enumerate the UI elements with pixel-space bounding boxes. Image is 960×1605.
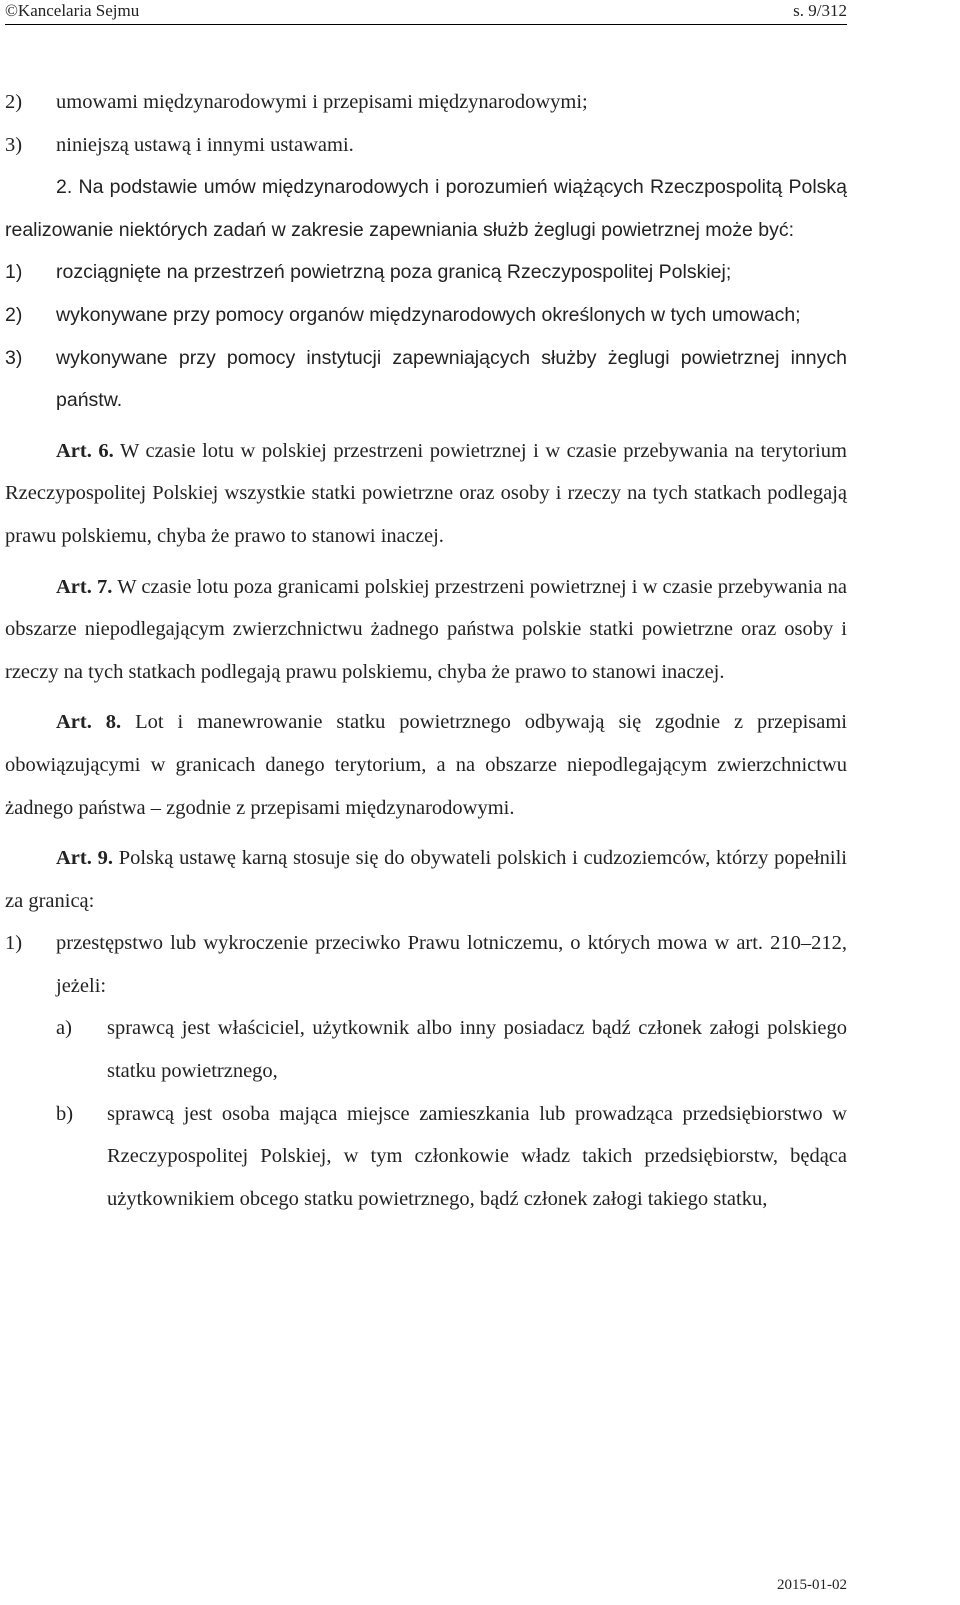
list-letter: a)	[56, 1017, 72, 1040]
article-paragraph	[5, 837, 847, 922]
list-text: rozciągnięte na przestrzeń powietrzną poza granicą Rzeczypospolitej Polskiej;	[56, 261, 732, 284]
header-copyright: ©Kancelaria Sejmu	[5, 1, 140, 20]
article-paragraph	[5, 430, 847, 558]
sub-list-item	[5, 1093, 847, 1221]
article-paragraph	[5, 566, 847, 694]
list-item	[5, 251, 847, 294]
list-item	[5, 337, 847, 422]
article-number: Art. 8.	[56, 711, 122, 734]
list-item	[5, 922, 847, 1007]
list-text: sprawcą jest osoba mająca miejsce zamieszkania lub prowadząca przedsiębiorstwo w Rzeczypospolitej Polskiej, w tym członkowie władz takich przedsiębiorstw, będąca użytkownikiem obcego statku powietrznego, bądź członek załogi takiego statku,	[107, 1102, 847, 1210]
list-text: przestępstwo lub wykroczenie przeciwko Prawu lotniczemu, o których mowa w art. 210–212, jeżeli:	[56, 932, 847, 997]
list-item	[5, 81, 847, 124]
header-page-number: s. 9/312	[793, 1, 847, 20]
article-paragraph	[5, 701, 847, 829]
article-number: Art. 7.	[56, 575, 113, 598]
list-text: wykonywane przy pomocy instytucji zapewniających służby żeglugi powietrznej innych państw.	[56, 346, 847, 412]
list-item	[5, 124, 847, 167]
list-number: 1)	[5, 932, 23, 955]
list-text: sprawcą jest właściciel, użytkownik albo inny posiadacz bądź członek załogi polskiego statku powietrznego,	[107, 1017, 847, 1083]
list-text: wykonywane przy pomocy organów międzynarodowych określonych w tych umowach;	[56, 303, 801, 326]
article-number: Art. 6.	[56, 439, 114, 462]
document-body	[5, 81, 847, 1220]
list-text: niniejszą ustawą i innymi ustawami.	[56, 133, 354, 156]
list-number: 2)	[5, 303, 23, 326]
article-text: Lot i manewrowanie statku powietrznego odbywają się zgodnie z przepisami obowiązującymi w granicach danego terytorium, a na obszarze niepodlegającym zwierzchnictwu żadnego państwa – zgodnie z przepisami międzynarodowymi.	[5, 711, 847, 819]
list-letter: b)	[56, 1102, 74, 1125]
list-number: 2)	[5, 91, 23, 113]
article-text: Polską ustawę karną stosuje się do obywateli polskich i cudzoziemców, którzy popełnili za granicą:	[5, 847, 847, 912]
article-number: Art. 9.	[56, 847, 113, 870]
article-text: W czasie lotu poza granicami polskiej przestrzeni powietrznej i w czasie przebywania na obszarze niepodlegającym zwierzchnictwu żadnego państwa polskie statki powietrzne oraz osoby i rzeczy na tych statkach podlegają prawu polskiemu, chyba że prawo to stanowi inaczej.	[5, 575, 848, 683]
list-number: 3)	[5, 133, 23, 156]
sub-list-item	[5, 1007, 847, 1092]
page-header	[5, 0, 847, 25]
footer-date: 2015-01-02	[777, 1577, 847, 1593]
list-text: umowami międzynarodowymi i przepisami międzynarodowymi;	[56, 91, 588, 113]
list-item	[5, 294, 847, 337]
paragraph: 2. Na podstawie umów międzynarodowych i porozumień wiążących Rzeczpospolitą Polską realizowanie niektórych zadań w zakresie zapewniania służb żeglugi powietrznej może być:	[5, 176, 847, 241]
article-text: W czasie lotu w polskiej przestrzeni powietrznej i w czasie przebywania na terytorium Rzeczypospolitej Polskiej wszystkie statki powietrzne oraz osoby i rzeczy na tych statkach podlegają prawu polskiemu, chyba że prawo to stanowi inaczej.	[5, 439, 847, 547]
list-number: 3)	[5, 346, 23, 369]
list-number: 1)	[5, 261, 23, 284]
